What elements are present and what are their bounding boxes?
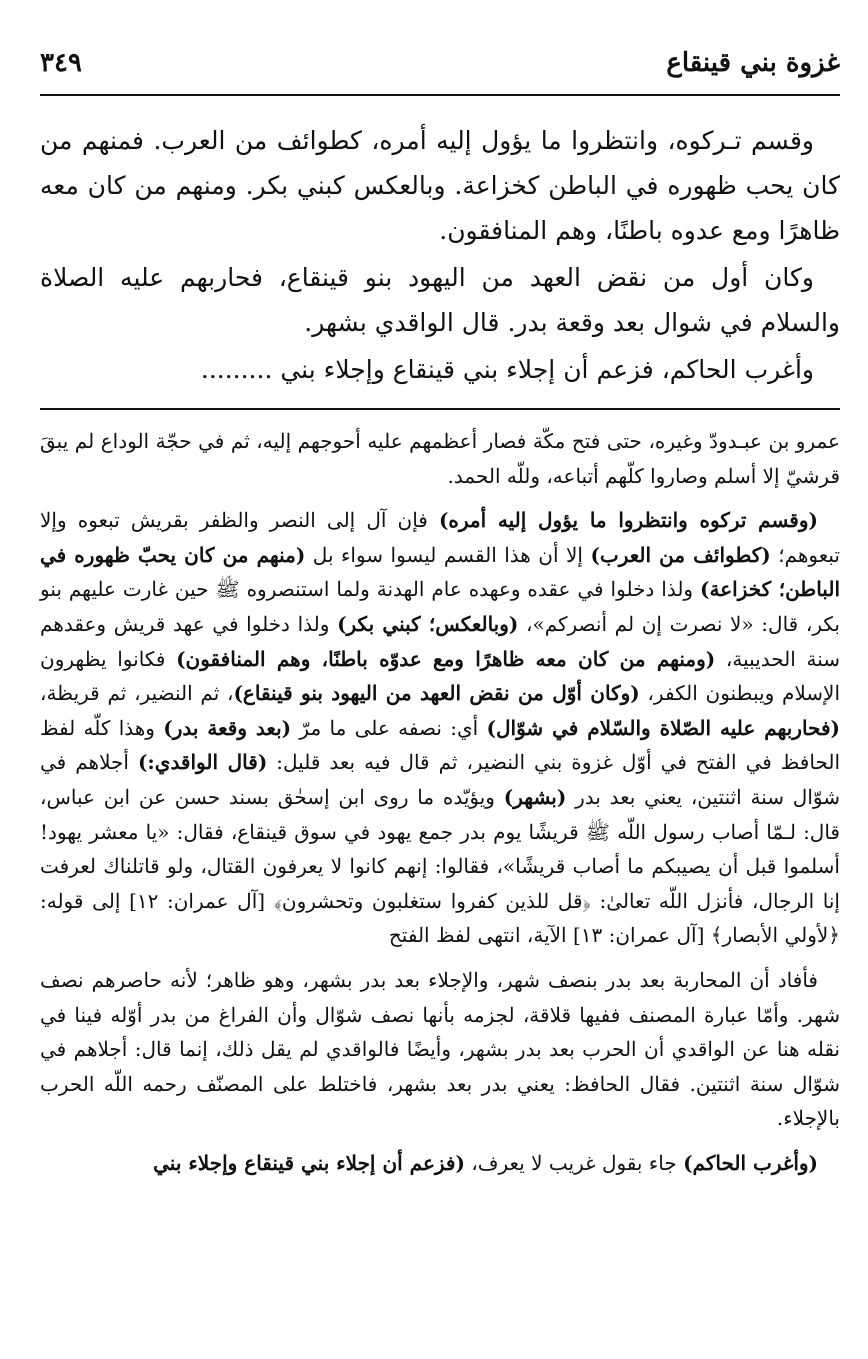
quoted-matn-segment: (قال الواقدي:) xyxy=(137,750,268,775)
quoted-matn-segment: (فزعم أن إجلاء بني قينقاع وإجلاء بني xyxy=(153,1150,465,1175)
quoted-matn-segment: (بعد وقعة بدر) xyxy=(163,715,292,740)
quoted-matn-segment: (وقسم تركوه وانتظروا ما يؤول إليه أمره) xyxy=(438,508,818,533)
quoted-matn-segment: (ومنهم من كان معه ظاهرًا ومع عدوّه باطنًا، وهم المنافقون) xyxy=(176,646,716,671)
page-number: ٣٤٩ xyxy=(40,48,82,78)
quoted-matn-segment: (فحاربهم عليه الصّلاة والسّلام في شوّال) xyxy=(486,715,840,740)
main-paragraph: وكان أول من نقض العهد من اليهود بنو قينقاع، فحاربهم عليه الصلاة والسلام في شوال بعد وقعة بدر. قال الواقدي بشهر. xyxy=(40,263,840,337)
page-header xyxy=(40,48,840,88)
commentary-segment: ولذا دخلوا في عقده وعهده عام الهدنة ولما استنصروه ﷺ حين غارت عليهم بنو بكر، قال: «لا نصرت إن لم أنصركم»، xyxy=(40,577,840,636)
commentary-paragraph: فأفاد أن المحاربة بعد بدر بنصف شهر، والإجلاء بعد بدر بشهر، وهو ظاهر؛ لأنه حاصرهم نصف شهر. وأمّا عبارة المصنف ففيها قلاقة، لجزمه بأنها نصف شوّال وأن الفراغ من بدر أوّله فينا في نقله هنا عن الواقدي أن الحرب بعد بدر بشهر، وأيضًا فالواقدي لم يقل ذلك، إنما قال: أجلاهم في شوّال سنة اثنتين. فقال الحافظ: يعني بدر بعد بشهر، فاختلط على المصنّف رحمه اللّه الحرب بالإجلاء. xyxy=(40,967,840,1131)
main-paragraph: وأغرب الحاكم، فزعم أن إجلاء بني قينقاع وإجلاء بني ......... xyxy=(200,355,814,384)
commentary-segment: فإن آل إلى النصر والظفر بقريش تبعوه وإلا تبعوهم؛ xyxy=(40,508,840,567)
quoted-matn-segment: (بشهر) xyxy=(503,784,567,809)
quoted-matn-segment: (وأغرب الحاكم) xyxy=(683,1150,818,1175)
commentary-paragraph xyxy=(40,503,840,953)
commentary-segment: أي: نصفه على ما مرّ xyxy=(291,715,487,740)
commentary-text xyxy=(40,424,840,1190)
quoted-matn-segment: (منهم من كان يحبّ ظهوره في الباطن؛ كخزاعة) xyxy=(40,542,840,602)
main-text xyxy=(40,118,840,394)
commentary-segment: فكانوا يظهرون الإسلام ويبطنون الكفر، xyxy=(40,646,840,706)
running-title: غزوة بني قينقاع xyxy=(666,48,840,78)
commentary-paragraph: عمرو بن عبـدودّ وغيره، حتى فتح مكّة فصار أعظمهم عليه أحوجهم إليه، ثم في حجّة الوداع لم يبقَ قرشيّ إلا أسلم وصاروا كلّهم أتباعه، وللّه الحمد. xyxy=(40,429,840,488)
quoted-matn-segment: (كطوائف من العرب) xyxy=(590,542,771,567)
commentary-segment: وهذا كلّه لفظ الحافظ في الفتح في أوّل غزوة بني النضير، ثم قال فيه بعد قليل: xyxy=(40,715,841,775)
commentary-segment: ويؤيّده ما روى ابن إسحٰق بسند حسن عن ابن عباس، قال: لـمّا أصاب رسول اللّه ﷺ قريشًا يوم بدر جمع يهود في سوق قينقاع، فقال: «يا معشر يهود! أسلموا قبل أن يصيبكم ما أصاب قريشًا»، فقالوا: إنهم كانوا لا يعرفون القتال، ولو قاتلناك لعرفت إنا الرجال، فأنزل اللّه تعالىٰ: ﴿قل للذين كفروا ستغلبون وتحشرون﴾ [آل عمران: ١٢] إلى قوله: ﴿لأولي الأبصار﴾ [آل عمران: ١٣] الآية، انتهى لفظ الفتح xyxy=(40,784,840,948)
commentary-segment: ، ثم النضير، ثم قريظة، xyxy=(40,681,234,706)
commentary-paragraph xyxy=(40,1146,840,1181)
quoted-matn-segment: (وكان أوّل من نقض العهد من اليهود بنو قينقاع) xyxy=(233,681,640,706)
commentary-segment: إلا أن هذا القسم ليسوا سواء بل xyxy=(305,542,591,567)
commentary-segment: ولذا دخلوا في عهد قريش وعقدهم سنة الحديبية، xyxy=(40,611,840,671)
header-rule xyxy=(40,94,840,96)
page xyxy=(40,0,840,1359)
commentary-segment: جاء بقول غريب لا يعرف، xyxy=(464,1150,684,1175)
commentary-divider xyxy=(40,408,840,410)
quoted-matn-segment: (وبالعكس؛ كبني بكر) xyxy=(337,611,519,636)
commentary-segment: أجلاهم في شوّال سنة اثنتين، يعني بعد بدر xyxy=(40,750,840,809)
main-paragraph: وقسم تـركوه، وانتظروا ما يؤول إليه أمره، كطوائف من العرب. فمنهم من كان يحب ظهوره في الباطن كخزاعة. وبالعكس كبني بكر. ومنهم من كان معه ظاهرًا ومع عدوه باطنًا، وهم المنافقون. xyxy=(40,126,840,245)
